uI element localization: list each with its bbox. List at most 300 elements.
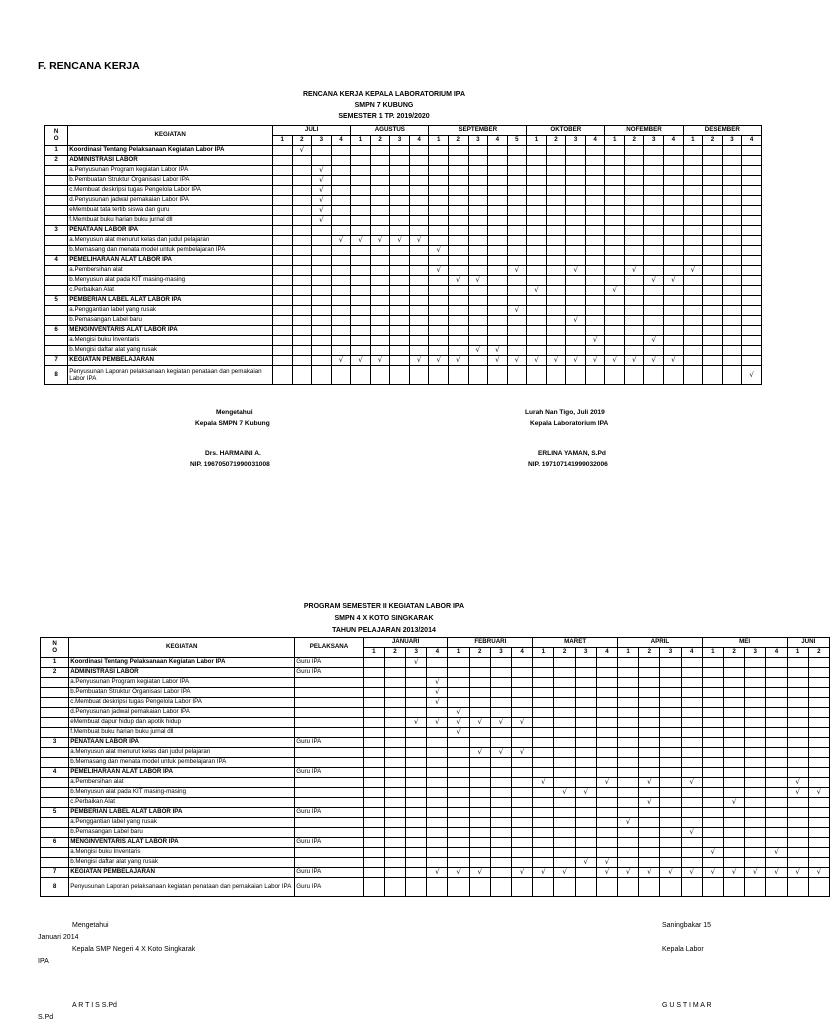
row-number: 3: [41, 738, 69, 748]
week-cell: [406, 758, 427, 768]
week-cell: [702, 688, 723, 698]
plan1-sign-left-nip: NIP. 196705071990031008: [190, 461, 270, 468]
week-number: 2: [469, 648, 490, 658]
week-cell: [575, 678, 596, 688]
month-header: MEI: [702, 638, 787, 648]
week-cell: [639, 798, 660, 808]
week-cell: [554, 848, 575, 858]
week-cell: [664, 256, 684, 266]
week-cell: [533, 748, 554, 758]
week-cell: [429, 346, 449, 356]
week-cell: [292, 326, 312, 336]
week-cell: [351, 196, 371, 206]
week-number: 2: [723, 648, 744, 658]
week-cell: [639, 818, 660, 828]
week-cell: [331, 196, 351, 206]
week-cell: [683, 206, 703, 216]
week-cell: [527, 166, 547, 176]
activity-label: b.Pembuatan Struktur Organisasi Labor IPA: [69, 688, 295, 698]
week-cell: [448, 216, 468, 226]
activity-header: KEGIATAN: [69, 638, 295, 658]
week-number: 4: [766, 648, 787, 658]
week-cell: [808, 868, 829, 878]
week-cell: [723, 748, 744, 758]
week-cell: [370, 336, 390, 346]
week-cell: [363, 878, 384, 897]
week-cell: [681, 768, 702, 778]
week-cell: [512, 778, 533, 788]
week-cell: [507, 146, 527, 156]
week-cell: [351, 236, 371, 246]
table-row: [45, 326, 762, 336]
week-cell: [585, 366, 605, 385]
week-cell: [406, 778, 427, 788]
row-number: [45, 166, 68, 176]
week-cell: [596, 698, 617, 708]
week-cell: [448, 748, 469, 758]
week-cell: [618, 668, 639, 678]
week-cell: [331, 296, 351, 306]
week-cell: [546, 256, 566, 266]
week-cell: [406, 678, 427, 688]
week-number: 2: [370, 136, 390, 146]
check-mark: √: [519, 718, 525, 726]
week-cell: [546, 276, 566, 286]
week-cell: [490, 848, 511, 858]
week-cell: [507, 166, 527, 176]
check-mark: √: [583, 788, 588, 796]
week-cell: [742, 216, 762, 226]
week-cell: [390, 166, 410, 176]
week-cell: [723, 808, 744, 818]
week-cell: [533, 698, 554, 708]
week-cell: [406, 868, 427, 878]
week-cell: [703, 326, 723, 336]
week-cell: [639, 668, 660, 678]
week-cell: [787, 868, 808, 878]
week-cell: [312, 356, 332, 366]
week-cell: [683, 336, 703, 346]
week-cell: [766, 788, 787, 798]
row-number: [41, 848, 69, 858]
week-cell: [490, 878, 511, 897]
week-cell: [312, 156, 332, 166]
week-cell: [722, 276, 742, 286]
week-cell: [575, 708, 596, 718]
activity-label: c.Perbaikan Alat: [69, 798, 295, 808]
check-mark: √: [377, 356, 383, 364]
check-mark: √: [514, 266, 520, 274]
week-cell: [787, 818, 808, 828]
week-number: 2: [639, 648, 660, 658]
table-row: [45, 356, 762, 366]
executor: [295, 678, 363, 688]
week-cell: [683, 146, 703, 156]
executor: [295, 708, 363, 718]
week-cell: [363, 818, 384, 828]
activity-label: b.Pemasangan Label baru: [69, 828, 295, 838]
week-cell: [312, 186, 332, 196]
table-row: [41, 798, 830, 808]
week-cell: [702, 698, 723, 708]
activity-label: MENGINVENTARIS ALAT LABOR IPA: [68, 326, 273, 336]
table-row: [41, 808, 830, 818]
week-cell: [605, 146, 625, 156]
week-cell: [644, 186, 664, 196]
week-cell: [488, 326, 508, 336]
week-cell: [585, 246, 605, 256]
week-cell: [681, 798, 702, 808]
week-cell: [644, 316, 664, 326]
week-cell: [660, 748, 681, 758]
week-cell: [448, 798, 469, 808]
week-cell: [766, 828, 787, 838]
activity-label: PENATAAN LABOR IPA: [68, 226, 273, 236]
week-cell: [448, 366, 468, 385]
table-row: [41, 728, 830, 738]
week-cell: [429, 296, 449, 306]
week-cell: [384, 718, 405, 728]
week-cell: [312, 276, 332, 286]
week-cell: [683, 236, 703, 246]
week-cell: [703, 206, 723, 216]
week-cell: [664, 316, 684, 326]
week-cell: [745, 858, 766, 868]
week-cell: [723, 698, 744, 708]
executor: [295, 728, 363, 738]
week-cell: [722, 366, 742, 385]
week-cell: [644, 296, 664, 306]
week-cell: [742, 256, 762, 266]
month-header: JULI: [272, 126, 350, 136]
week-cell: [808, 688, 829, 698]
week-cell: [512, 788, 533, 798]
executor: Guru IPA: [295, 868, 363, 878]
week-cell: [331, 236, 351, 246]
week-cell: [644, 256, 664, 266]
week-cell: [490, 708, 511, 718]
week-cell: [766, 798, 787, 808]
week-cell: [722, 206, 742, 216]
week-cell: [272, 216, 292, 226]
week-cell: [351, 366, 371, 385]
week-cell: [384, 818, 405, 828]
week-cell: [618, 878, 639, 897]
activity-label: PEMBERIAN LABEL ALAT LABOR IPA: [69, 808, 295, 818]
week-cell: [742, 306, 762, 316]
table-row: [45, 246, 762, 256]
week-cell: [664, 226, 684, 236]
week-cell: [533, 678, 554, 688]
week-cell: [363, 798, 384, 808]
week-cell: [468, 286, 488, 296]
week-cell: [624, 356, 644, 366]
week-cell: [427, 788, 448, 798]
week-cell: [723, 658, 744, 668]
week-cell: [703, 216, 723, 226]
week-cell: [644, 176, 664, 186]
executor: [295, 798, 363, 808]
week-cell: [660, 828, 681, 838]
week-cell: [292, 186, 312, 196]
week-cell: [370, 246, 390, 256]
week-cell: [406, 688, 427, 698]
week-cell: [272, 276, 292, 286]
week-cell: [808, 858, 829, 868]
week-cell: [468, 306, 488, 316]
week-cell: [566, 176, 586, 186]
week-cell: [533, 868, 554, 878]
week-cell: [512, 738, 533, 748]
week-cell: [742, 296, 762, 306]
week-cell: [469, 868, 490, 878]
check-mark: √: [651, 276, 656, 284]
week-cell: [766, 768, 787, 778]
week-cell: [766, 818, 787, 828]
week-number: 1: [533, 648, 554, 658]
week-cell: [469, 848, 490, 858]
week-cell: [533, 708, 554, 718]
week-cell: [683, 256, 703, 266]
week-cell: [363, 718, 384, 728]
week-cell: [272, 346, 292, 356]
week-cell: [554, 688, 575, 698]
week-cell: [808, 848, 829, 858]
week-cell: [618, 688, 639, 698]
week-cell: [585, 306, 605, 316]
week-cell: [624, 146, 644, 156]
week-cell: [351, 356, 371, 366]
week-cell: [566, 356, 586, 366]
week-cell: [384, 808, 405, 818]
week-cell: [660, 868, 681, 878]
week-cell: [363, 748, 384, 758]
week-cell: [554, 798, 575, 808]
week-cell: [331, 326, 351, 336]
week-cell: [272, 236, 292, 246]
week-cell: [585, 216, 605, 226]
week-cell: [527, 236, 547, 246]
week-cell: [448, 186, 468, 196]
week-number: 1: [363, 648, 384, 658]
week-cell: [448, 758, 469, 768]
week-cell: [512, 768, 533, 778]
week-cell: [722, 346, 742, 356]
week-cell: [490, 788, 511, 798]
week-cell: [566, 236, 586, 246]
week-cell: [351, 316, 371, 326]
week-cell: [390, 246, 410, 256]
week-cell: [488, 356, 508, 366]
executor: [295, 858, 363, 868]
week-cell: [429, 156, 449, 166]
week-cell: [490, 718, 511, 728]
table-row: [41, 818, 830, 828]
week-cell: [664, 306, 684, 316]
week-cell: [429, 216, 449, 226]
week-cell: [527, 146, 547, 156]
week-cell: [429, 316, 449, 326]
week-cell: [766, 668, 787, 678]
week-cell: [683, 156, 703, 166]
week-cell: [703, 146, 723, 156]
week-cell: [575, 878, 596, 897]
week-cell: [745, 748, 766, 758]
week-cell: [585, 316, 605, 326]
week-cell: [409, 296, 429, 306]
week-cell: [546, 286, 566, 296]
month-header: MARET: [533, 638, 618, 648]
plan1-title: RENCANA KERJA KEPALA LABORATORIUM IPA: [302, 91, 466, 98]
week-cell: [596, 818, 617, 828]
week-cell: [624, 166, 644, 176]
week-cell: [575, 818, 596, 828]
week-cell: [292, 336, 312, 346]
week-cell: [468, 326, 488, 336]
table-row: [41, 678, 830, 688]
week-cell: [272, 176, 292, 186]
week-number: 4: [681, 648, 702, 658]
week-cell: [723, 758, 744, 768]
week-cell: [683, 326, 703, 336]
week-cell: [575, 858, 596, 868]
week-cell: [681, 738, 702, 748]
check-mark: √: [413, 718, 419, 726]
week-cell: [575, 728, 596, 738]
week-cell: [723, 778, 744, 788]
table-row: [41, 658, 830, 668]
week-cell: [618, 698, 639, 708]
week-cell: [742, 226, 762, 236]
week-cell: [370, 286, 390, 296]
week-cell: [596, 668, 617, 678]
week-cell: [664, 366, 684, 385]
week-cell: [808, 798, 829, 808]
week-cell: [488, 256, 508, 266]
week-cell: [639, 838, 660, 848]
week-cell: [429, 326, 449, 336]
week-cell: [681, 758, 702, 768]
check-mark: √: [435, 718, 440, 726]
executor-header: PELAKSANA: [295, 638, 363, 658]
week-cell: [742, 326, 762, 336]
month-header: AGUSTUS: [351, 126, 429, 136]
week-cell: [624, 216, 644, 226]
week-cell: [351, 206, 371, 216]
plan2-school: SMPN 4 X KOTO SINGKARAK: [334, 615, 434, 622]
check-mark: √: [731, 798, 737, 806]
table-row: [45, 176, 762, 186]
week-cell: [409, 286, 429, 296]
week-cell: [351, 336, 371, 346]
week-cell: [272, 296, 292, 306]
executor: [295, 748, 363, 758]
week-cell: [312, 196, 332, 206]
week-cell: [644, 216, 664, 226]
week-cell: [292, 166, 312, 176]
week-cell: [469, 858, 490, 868]
row-number: [45, 306, 68, 316]
week-cell: [703, 346, 723, 356]
week-cell: [787, 778, 808, 788]
week-cell: [427, 808, 448, 818]
table-row: [45, 216, 762, 226]
week-cell: [507, 326, 527, 336]
week-cell: [527, 176, 547, 186]
table-row: [41, 768, 830, 778]
week-cell: [683, 286, 703, 296]
week-cell: [702, 788, 723, 798]
month-header: FEBRUARI: [448, 638, 533, 648]
week-cell: [664, 146, 684, 156]
check-mark: √: [671, 276, 676, 284]
week-cell: [490, 818, 511, 828]
month-header: APRIL: [618, 638, 703, 648]
row-number: 7: [41, 868, 69, 878]
week-cell: [527, 356, 547, 366]
week-cell: [512, 868, 533, 878]
week-cell: [683, 276, 703, 286]
week-cell: [490, 778, 511, 788]
week-cell: [664, 236, 684, 246]
week-cell: [488, 226, 508, 236]
week-cell: [427, 728, 448, 738]
activity-label: Koordinasi Tentang Pelaksanaan Kegiatan Labor IPA: [68, 146, 273, 156]
week-cell: [406, 848, 427, 858]
week-cell: [554, 748, 575, 758]
week-cell: [745, 878, 766, 897]
week-cell: [683, 306, 703, 316]
activity-label: eMembuat tata tertib siswa dan guru: [68, 206, 273, 216]
week-cell: [787, 748, 808, 758]
week-cell: [660, 708, 681, 718]
week-cell: [384, 858, 405, 868]
week-cell: [488, 216, 508, 226]
row-number: [41, 698, 69, 708]
week-cell: [490, 688, 511, 698]
week-cell: [664, 296, 684, 306]
week-cell: [722, 326, 742, 336]
week-cell: [742, 146, 762, 156]
week-cell: [660, 758, 681, 768]
week-cell: [429, 226, 449, 236]
week-cell: [787, 798, 808, 808]
week-cell: [490, 828, 511, 838]
week-cell: [683, 186, 703, 196]
week-cell: [331, 346, 351, 356]
week-cell: [409, 276, 429, 286]
week-cell: [488, 316, 508, 326]
week-cell: [660, 778, 681, 788]
week-cell: [448, 286, 468, 296]
table-row: [45, 276, 762, 286]
week-cell: [723, 768, 744, 778]
check-mark: √: [435, 698, 440, 706]
week-cell: [390, 146, 410, 156]
week-cell: [766, 718, 787, 728]
week-cell: [527, 206, 547, 216]
week-cell: [292, 256, 312, 266]
check-mark: √: [498, 718, 504, 726]
week-cell: [596, 778, 617, 788]
week-cell: [742, 276, 762, 286]
week-cell: [490, 668, 511, 678]
week-cell: [468, 176, 488, 186]
week-cell: [605, 296, 625, 306]
week-cell: [272, 326, 292, 336]
week-cell: [575, 738, 596, 748]
week-cell: [448, 276, 468, 286]
